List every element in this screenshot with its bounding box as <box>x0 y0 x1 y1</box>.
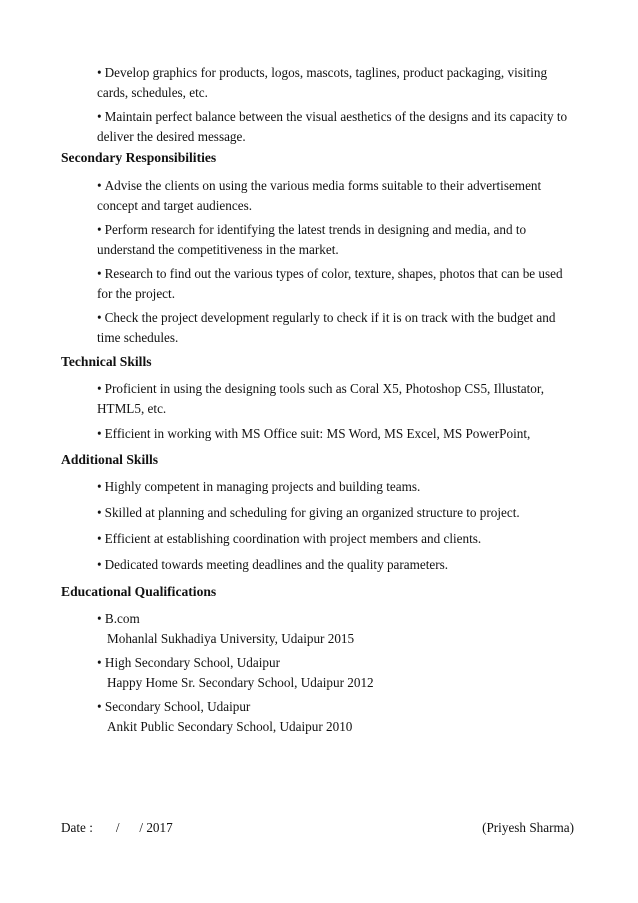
bullet-item <box>97 529 577 549</box>
footer-signature-name: (Priyesh Sharma) <box>482 820 574 835</box>
bullet-item <box>97 264 577 304</box>
education-item <box>97 697 352 737</box>
bullet-text: Maintain perfect balance between the visual aesthetics of the designs and its capacity to deliver the desired message. <box>97 109 568 144</box>
bullet-dot: • <box>97 381 102 396</box>
bullet-text: Check the project development regularly to check if it is on track with the budget and time schedules. <box>97 310 556 345</box>
bullet-dot: • <box>97 557 102 572</box>
education-item <box>97 653 374 693</box>
section-heading-technical: Technical Skills <box>61 354 152 369</box>
bullet-text: Perform research for identifying the latest trends in designing and media, and to understand the competitiveness in the market. <box>97 222 527 257</box>
bullet-item <box>97 424 577 444</box>
bullet-item <box>97 555 577 575</box>
bullet-item <box>97 107 577 147</box>
bullet-item <box>97 63 577 103</box>
education-degree: High Secondary School, Udaipur <box>104 655 280 670</box>
education-institution: Ankit Public Secondary School, Udaipur 2010 <box>107 719 353 734</box>
section-heading-secondary: Secondary Responsibilities <box>61 150 217 165</box>
bullet-dot: • <box>97 531 102 546</box>
bullet-text: Develop graphics for products, logos, mascots, taglines, product packaging, visiting cards, schedules, etc. <box>97 65 548 100</box>
bullet-dot: • <box>97 310 102 325</box>
bullet-item <box>97 176 577 216</box>
bullet-dot: • <box>97 479 102 494</box>
bullet-text: Proficient in using the designing tools such as Coral X5, Photoshop CS5, Illustator, HTML5, etc. <box>97 381 545 416</box>
bullet-text: Research to find out the various types of color, texture, shapes, photos that can be used for the project. <box>97 266 563 301</box>
bullet-text: Efficient at establishing coordination with project members and clients. <box>104 531 482 546</box>
education-item <box>97 609 354 649</box>
bullet-text: Skilled at planning and scheduling for giving an organized structure to project. <box>104 505 520 520</box>
bullet-text: Efficient in working with MS Office suit: MS Word, MS Excel, MS PowerPoint, <box>104 426 531 441</box>
bullet-item <box>97 308 577 348</box>
bullet-dot: • <box>97 611 102 626</box>
bullet-item <box>97 503 577 523</box>
bullet-item <box>97 477 577 497</box>
bullet-item <box>97 379 577 419</box>
bullet-dot: • <box>97 426 102 441</box>
bullet-dot: • <box>97 505 102 520</box>
bullet-text: Advise the clients on using the various media forms suitable to their advertisement concept and target audiences. <box>97 178 542 213</box>
bullet-dot: • <box>97 222 102 237</box>
bullet-dot: • <box>97 699 102 714</box>
bullet-text: Dedicated towards meeting deadlines and the quality parameters. <box>104 557 449 572</box>
bullet-text: Highly competent in managing projects and building teams. <box>104 479 421 494</box>
section-heading-education: Educational Qualifications <box>61 584 217 599</box>
bullet-dot: • <box>97 178 102 193</box>
bullet-dot: • <box>97 109 102 124</box>
section-heading-additional: Additional Skills <box>61 452 159 467</box>
bullet-dot: • <box>97 65 102 80</box>
bullet-dot: • <box>97 655 102 670</box>
bullet-item <box>97 220 577 260</box>
education-institution: Mohanlal Sukhadiya University, Udaipur 2015 <box>107 631 355 646</box>
education-degree: Secondary School, Udaipur <box>104 699 251 714</box>
bullet-dot: • <box>97 266 102 281</box>
education-institution: Happy Home Sr. Secondary School, Udaipur 2012 <box>107 675 374 690</box>
education-degree: B.com <box>104 611 140 626</box>
footer-date: Date : / / 2017 <box>61 820 173 835</box>
